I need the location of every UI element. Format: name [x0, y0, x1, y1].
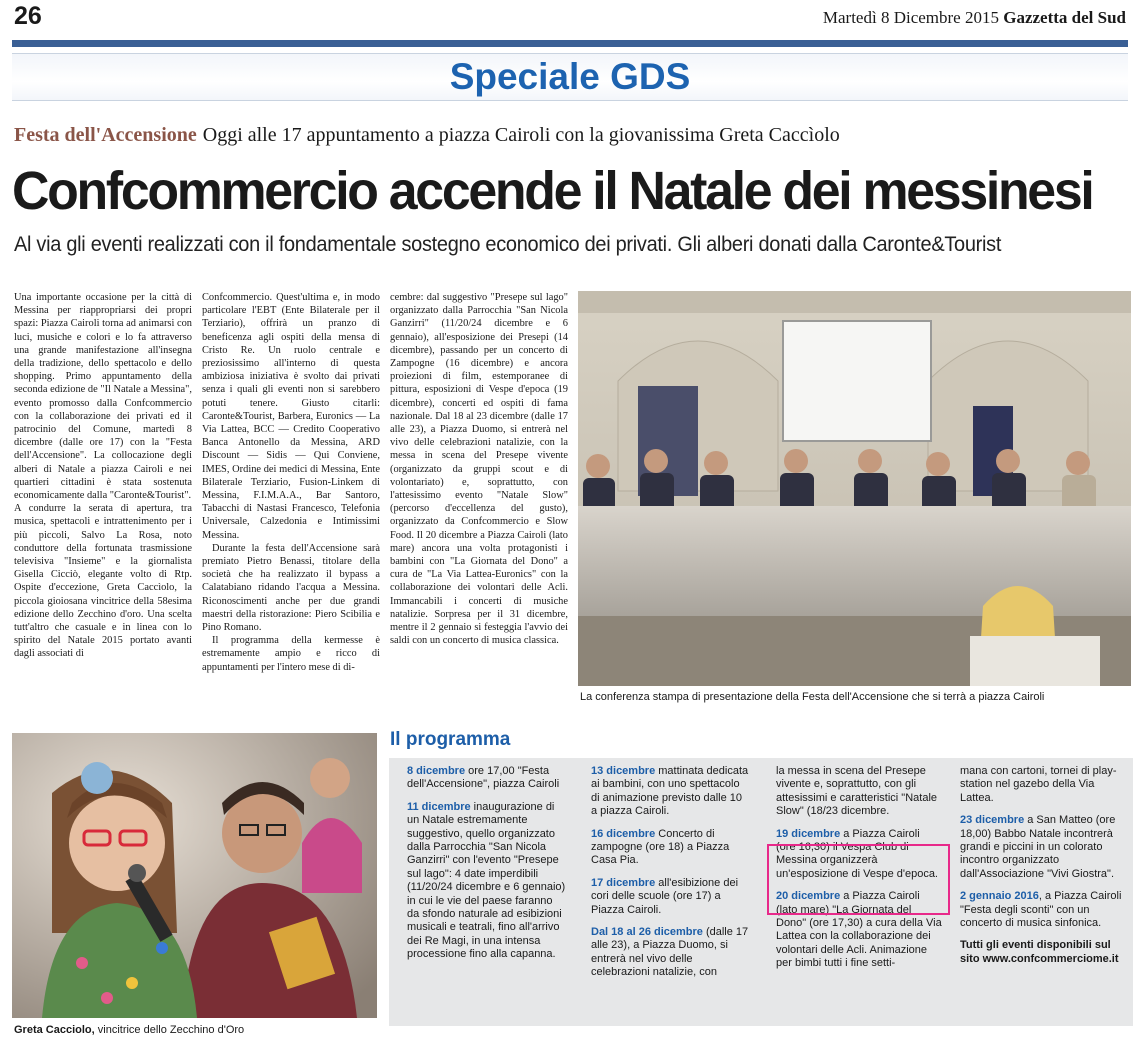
programma-date: 8 dicembre: [407, 765, 466, 777]
programma-item: [776, 765, 942, 819]
kicker-text: Oggi alle 17 appuntamento a piazza Cairoli con la giovanissima Greta Caccìolo: [202, 124, 840, 146]
header-rule: [12, 40, 1128, 47]
press-conference-photo: [578, 291, 1131, 686]
programma-column-1: [407, 765, 567, 971]
subheadline: Al via gli eventi realizzati con il fondamentale sostegno economico dei privati. Gli alberi donati dalla Caronte&Tourist: [14, 233, 1002, 256]
programma-text: (dalle 17 alle 23), a Piazza Duomo, si entrerà nel vivo delle celebrazioni natalizie, con: [591, 926, 749, 979]
page-number: 26: [14, 2, 42, 30]
programma-date: 17 dicembre: [591, 876, 656, 889]
programma-column-2: [591, 765, 751, 989]
photo2-caption-text: vincitrice dello Zecchino d'Oro: [97, 1024, 245, 1036]
programma-date: 16 dicembre: [591, 827, 656, 840]
programma-footer: [960, 939, 1122, 966]
press-conference-illustration: [578, 291, 1131, 686]
article-column-1: [14, 291, 192, 661]
programma-footer-text: Tutti gli eventi disponibili sul sito www.confcommerciome.it: [960, 939, 1119, 965]
headline: Confcommercio accende il Natale dei messinesi: [12, 161, 1093, 221]
programma-column-4: [960, 765, 1122, 975]
programma-text: mattinata dedicata ai bambini, con uno spettacolo di animazione previsto dalle 10 a piazza Cairoli.: [591, 765, 749, 818]
programma-item: [960, 890, 1122, 930]
article-column-3: [390, 291, 568, 647]
programma-text: mana con cartoni, tornei di play-station nel gazebo della Via Lattea.: [960, 765, 1117, 804]
highlight-box: [767, 844, 950, 915]
photo2-caption: [14, 1024, 244, 1036]
article-paragraph: Confcommercio. Quest'ultima e, in modo particolare l'EBT (Ente Bilaterale per il Terziario), offrirà un pranzo di beneficenza agli ospiti della mensa di Cristo Re. Un ruolo centrale e preziosissimo all'interno di questa ambiziosa iniziativa è svolto dai privati senza i quali gli eventi non si sarebbero potuti tenere. Giusto citarli: Caronte&Tourist, Barbera, Euronics — La Via Lattea, BCC — Credito Cooperativo Banca Antonello da Messina, ARD Discount — Sidis — Qui Conviene, IMES, Ordine dei medici di Messina, Ente Bilaterale Terziario, Fusion-Linkem di Messina, F.I.M.A.A., Bar Santoro, Tabacchi di Nastasi Francesco, Telefonia Universale, Calzedonia e Intimissimi Messina.: [202, 292, 380, 541]
programma-date: 23 dicembre: [960, 814, 1025, 827]
issue-date: Martedì 8 Dicembre 2015: [822, 8, 999, 27]
article-paragraph: cembre: dal suggestivo "Presepe sul lago" organizzato dalla Parrocchia "San Nicola Ganzirri" (11/20/24 dicembre e 6 gennaio), all'esposizione dei Presepi (14 dicembre), passando per un concerto di Zampogne (16 dicembre) e ancora proiezioni di film, estemporanee di pittura, esposizioni di Vespe d'epoca (19 dicembre), concerti ed ospiti di fama nazionale. Dal 18 al 23 dicembre (dalle 17 alle 23), a Piazza Duomo, si entrerà nel vivo delle celebrazioni natalizie, con la messa in scena del Presepe vivente (organizzato da gruppi scout e di volontariato) e, soprattutto, con l'attesissimo evento "Natale Slow" (percorso d'eccellenza del gusto), organizzato da Confcommercio e Slow Food. Il 20 dicembre a Piazza Cairoli (lato mare) ancora una volta protagonisti i bambini con "La Giornata del Dono" a cura de "La Via Lattea-Euronics" con la collaborazione dei volontari delle Acli. Immancabili i concerti di musiche natalizie. Sorpresa per il 31 dicembre, mentre il 2 gennaio si festeggia l'avvio dei saldi con un concerto di musica classica.: [390, 292, 568, 647]
kicker-label: Festa dell'Accensione: [14, 124, 197, 146]
greta-illustration: [12, 733, 377, 1018]
programma-text: , a Piazza Cairoli "Festa degli sconti" con un concerto di musica sinfonica.: [960, 890, 1122, 930]
programma-text: ore 17,00 "Festa dell'Accensione", piazza Cairoli: [407, 765, 560, 791]
article-paragraph: Una importante occasione per la città di Messina per riappropriarsi dei propri spazi: Piazza Cairoli torna ad animarsi con luci, musiche e colori e lo fa attraverso una grande manifestazione all'insegna della tradizione, dello spettacolo e dello shopping. Primo appuntamento della seconda edizione de "Il Natale a Messina", evento promosso dalla Confcommercio con la collaborazione dei privati ed il patrocinio del Comune, martedì 8 dicembre (dalle ore 17) con la "Festa dell'Accensione". La collocazione degli alberi di Natale a piazza Cairoli e nei quartieri cittadini è stata sostenuta economicamente dalla "Caronte&Tourist".: [14, 292, 192, 502]
section-title: Speciale GDS: [12, 53, 1128, 101]
programma-date: Dal 18 al 26 dicembre: [591, 926, 703, 939]
programma-text: a Piazza Cairoli (ore 16,30) il Vespa Club di Messina organizzerà un'esposizione di Vespe d'epoca.: [776, 827, 938, 880]
dateline: [823, 8, 1126, 28]
kicker: [14, 124, 840, 147]
programma-date: 11 dicembre: [407, 800, 471, 813]
programma-item: [407, 765, 567, 792]
programma-item: [591, 926, 751, 980]
greta-photo: [12, 733, 377, 1018]
article-paragraph: A condurre la serata di apertura, tra musica, spettacoli e intrattenimento per i più piccoli, Salvo La Rosa, noto conduttore della fortunata trasmissione televisiva "Insieme" e la giornalista Gisella Cicciò, elegante volto di Rtp. Ospite d'eccezione, Greta Caccìolo, la piccola gioiosana vincitrice della 58esima edizione dello Zecchino d'oro. Una scelta tutt'altro che casuale e in linea con lo spirito del Natale 2015 portato avanti dagli associati di: [14, 503, 192, 660]
photo2-caption-name: Greta Cacciolo,: [14, 1024, 95, 1036]
publication-name: Gazzetta del Sud: [1003, 8, 1126, 27]
programma-text: a Piazza Cairoli (lato mare) "La Giornata del Dono" (ore 17,30) a cura della Via Lattea con la collaborazione dei volontari delle Acli. Animazione per bimbi tutti i fine setti-: [776, 890, 942, 970]
programma-item: [591, 828, 751, 868]
programma-text: a San Matteo (ore 18,00) Babbo Natale incontrerà grandi e piccini in un colorato incontro organizzato dall'Associazione "Vivi Giostra".: [960, 814, 1116, 880]
programma-date: 20 dicembre: [776, 890, 841, 903]
photo1-caption: La conferenza stampa di presentazione della Festa dell'Accensione che si terrà a piazza Cairoli: [580, 691, 1045, 703]
programma-text: Concerto di zampogne (ore 18) a Piazza Casa Pia.: [591, 827, 730, 867]
article-paragraph: Durante la festa dell'Accensione sarà premiato Pietro Benassi, titolare della società che ha realizzato il bypass a Calatabiano ridando l'acqua a Messina. Riconoscimenti anche per due grandi maestri della ristorazione: Piero Scibilia e Pino Romano.: [202, 542, 380, 634]
programma-text: all'esibizione dei cori delle scuole (ore 17) a Piazza Cairoli.: [591, 876, 739, 916]
programma-text: la messa in scena del Presepe vivente e, soprattutto, con gli attesissimi e caratteristici "Natale Slow" (18/23 dicembre.: [776, 765, 938, 818]
article-paragraph: Il programma della kermesse è estremamente ampio e ricco di appuntamenti per l'intero mese di di-: [202, 635, 380, 673]
programma-text: inaugurazione di un Natale estremamente suggestivo, quello organizzato dalla Parrocchia "San Nicola Ganzirri" con l'evento "Presepe sul lago": 4 date imperdibili (11/20/24 dicembre e 6 gennaio) in cui le vie del paese faranno da sfondo naturale ad esibizioni musicali e teatrali, fino all'arrivo dei Re Magi, in una intensa processione fino alla capanna.: [407, 800, 566, 961]
programma-item: [591, 877, 751, 917]
article-column-2: [202, 291, 380, 674]
programma-item: [960, 814, 1122, 881]
programma-date: 13 dicembre: [591, 765, 656, 777]
programma-item: [960, 765, 1122, 805]
programma-date: 2 gennaio 2016: [960, 890, 1039, 903]
programma-item: [407, 801, 567, 962]
programma-date: 19 dicembre: [776, 827, 841, 840]
programma-title: Il programma: [390, 729, 511, 750]
programma-item: [591, 765, 751, 819]
